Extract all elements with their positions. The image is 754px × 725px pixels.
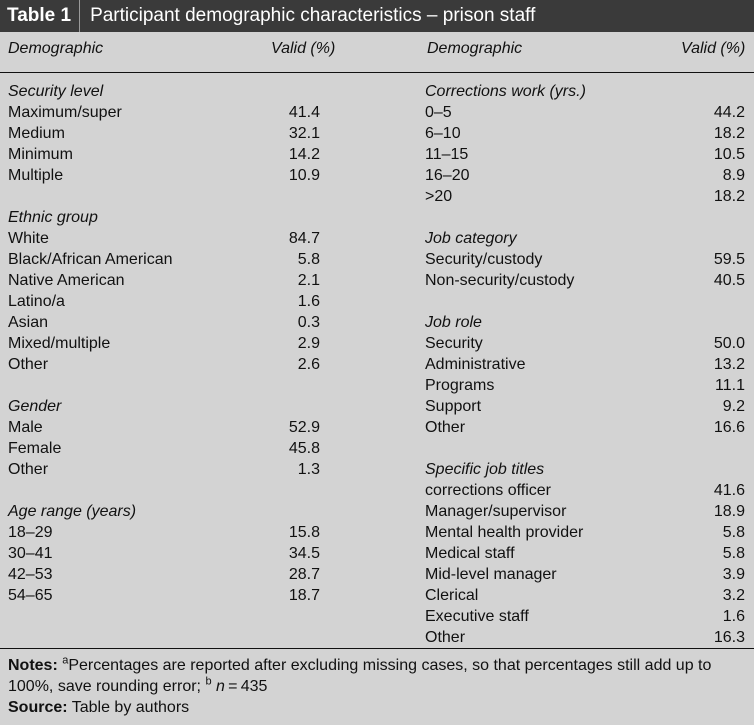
table-row	[8, 417, 320, 438]
notes-label: Notes:	[8, 657, 58, 674]
row-value: 2.1	[297, 272, 320, 289]
left-valid-header: Valid (%)	[271, 40, 336, 57]
section-heading: Job category	[425, 230, 517, 247]
row-label: 30–41	[8, 545, 53, 562]
row-label: 42–53	[8, 566, 53, 583]
row-label: Multiple	[8, 167, 64, 184]
spacer-row	[425, 438, 745, 459]
table-row	[8, 585, 320, 606]
table-row	[425, 354, 745, 375]
row-label: Other	[425, 419, 466, 436]
row-value: 45.8	[288, 440, 320, 457]
table-title-bar	[0, 0, 754, 32]
row-value: 10.5	[713, 146, 745, 163]
table-row	[425, 165, 745, 186]
row-label: Mental health provider	[425, 524, 584, 541]
row-label: Mixed/multiple	[8, 335, 111, 352]
section-heading-row	[8, 396, 320, 417]
row-value: 28.7	[288, 566, 320, 583]
row-label: 6–10	[425, 125, 461, 142]
section-heading-row	[425, 459, 745, 480]
section-heading: Ethnic group	[8, 209, 98, 226]
table-title: Participant demographic characteristics – prison staff	[90, 5, 536, 26]
table-row	[425, 522, 745, 543]
table-row	[425, 606, 745, 627]
note-b-text: = 435	[224, 678, 268, 695]
row-value: 9.2	[722, 398, 745, 415]
section-heading-row	[8, 207, 320, 228]
header-rule	[0, 72, 754, 73]
row-value: 40.5	[713, 272, 745, 289]
table-row	[8, 522, 320, 543]
table-row	[8, 123, 320, 144]
row-value: 13.2	[713, 356, 745, 373]
row-label: Latino/a	[8, 293, 65, 310]
row-value: 5.8	[722, 545, 745, 562]
row-value: 14.2	[288, 146, 320, 163]
table-row	[425, 249, 745, 270]
notes-line	[8, 655, 748, 697]
row-label: Executive staff	[425, 608, 529, 625]
row-value: 1.6	[722, 608, 745, 625]
row-value: 32.1	[288, 125, 320, 142]
table-row	[8, 165, 320, 186]
row-value: 8.9	[722, 167, 745, 184]
row-value: 5.8	[297, 251, 320, 268]
row-value: 18.2	[713, 188, 745, 205]
row-value: 16.6	[713, 419, 745, 436]
row-value: 52.9	[288, 419, 320, 436]
table-row	[8, 228, 320, 249]
row-label: Asian	[8, 314, 49, 331]
note-b-marker: b	[205, 675, 212, 688]
section-heading-row	[425, 312, 745, 333]
row-label: Security	[425, 335, 483, 352]
table-row	[8, 312, 320, 333]
table-row	[8, 102, 320, 123]
row-label: Other	[8, 356, 49, 373]
row-label: 11–15	[425, 146, 469, 163]
section-heading-row	[425, 228, 745, 249]
table-row	[8, 270, 320, 291]
row-label: Native American	[8, 272, 125, 289]
row-label: corrections officer	[425, 482, 551, 499]
section-heading: Age range (years)	[8, 503, 137, 520]
row-value: 16.3	[713, 629, 745, 646]
table-row	[425, 585, 745, 606]
spacer-row	[425, 291, 745, 312]
section-heading-row	[8, 81, 320, 102]
spacer-row	[8, 480, 320, 501]
row-value: 59.5	[713, 251, 745, 268]
row-value: 44.2	[713, 104, 745, 121]
table-row	[8, 438, 320, 459]
row-value: 11.1	[715, 377, 745, 394]
row-value: 41.6	[713, 482, 745, 499]
table-row	[8, 543, 320, 564]
row-label: Programs	[425, 377, 495, 394]
table-row	[425, 123, 745, 144]
table-row	[425, 627, 745, 648]
table-row	[425, 564, 745, 585]
row-label: Male	[8, 419, 43, 436]
row-label: Manager/supervisor	[425, 503, 567, 520]
row-label: White	[8, 230, 49, 247]
row-label: 16–20	[425, 167, 470, 184]
row-label: Administrative	[425, 356, 526, 373]
section-heading: Gender	[8, 398, 62, 415]
row-label: Maximum/super	[8, 104, 122, 121]
row-label: Mid-level manager	[425, 566, 557, 583]
source-line	[8, 697, 748, 718]
row-value: 0.3	[297, 314, 320, 331]
table-row	[425, 102, 745, 123]
row-value: 10.9	[288, 167, 320, 184]
table-row	[425, 480, 745, 501]
row-value: 3.9	[722, 566, 745, 583]
row-label: Medical staff	[425, 545, 515, 562]
right-demographic-header: Demographic	[427, 40, 523, 57]
row-value: 2.6	[297, 356, 320, 373]
table-row	[425, 417, 745, 438]
footer-rule	[0, 648, 754, 649]
note-a-text: Percentages are reported after excluding missing cases, so that percentages still add up to 100%, save rounding error;	[8, 657, 712, 695]
table-row	[425, 543, 745, 564]
note-a-marker: a	[62, 654, 69, 667]
section-heading-row	[8, 501, 320, 522]
row-label: 54–65	[8, 587, 53, 604]
table-row	[8, 249, 320, 270]
row-label: Female	[8, 440, 62, 457]
table-row	[425, 186, 745, 207]
row-value: 15.8	[288, 524, 320, 541]
row-value: 3.2	[722, 587, 745, 604]
row-value: 18.7	[288, 587, 320, 604]
row-value: 41.4	[288, 104, 320, 121]
row-value: 2.9	[297, 335, 320, 352]
table-row	[8, 564, 320, 585]
row-value: 18.9	[713, 503, 745, 520]
row-value: 84.7	[288, 230, 320, 247]
row-label: Medium	[8, 125, 65, 142]
section-heading: Security level	[8, 83, 104, 100]
row-label: 0–5	[425, 104, 452, 121]
section-heading: Job role	[425, 314, 482, 331]
table-row	[8, 291, 320, 312]
table-row	[8, 144, 320, 165]
row-value: 1.3	[297, 461, 320, 478]
row-value: 5.8	[722, 524, 745, 541]
row-value: 18.2	[713, 125, 745, 142]
table-row	[425, 270, 745, 291]
table-row	[425, 333, 745, 354]
title-divider	[79, 0, 80, 32]
row-value: 34.5	[288, 545, 320, 562]
table-notes	[8, 655, 748, 718]
table-row	[425, 375, 745, 396]
row-label: Support	[425, 398, 482, 415]
right-valid-header: Valid (%)	[681, 40, 746, 57]
row-label: Other	[425, 629, 466, 646]
table-row	[8, 459, 320, 480]
row-label: Minimum	[8, 146, 73, 163]
table-row	[425, 144, 745, 165]
row-label: Non-security/custody	[425, 272, 575, 289]
row-label: Clerical	[425, 587, 479, 604]
row-label: >20	[425, 188, 453, 205]
row-value: 50.0	[713, 335, 745, 352]
row-label: Other	[8, 461, 49, 478]
table-row	[8, 333, 320, 354]
source-label: Source:	[8, 699, 68, 716]
table-row	[425, 501, 745, 522]
table-number: Table 1	[7, 5, 72, 26]
table-row	[8, 354, 320, 375]
left-demographic-header: Demographic	[8, 40, 104, 57]
row-value: 1.6	[297, 293, 320, 310]
row-label: Black/African American	[8, 251, 173, 268]
table-row	[425, 396, 745, 417]
section-heading: Corrections work (yrs.)	[425, 83, 586, 100]
section-heading-row	[425, 81, 745, 102]
row-label: 18–29	[8, 524, 53, 541]
source-text: Table by authors	[71, 699, 190, 716]
spacer-row	[8, 375, 320, 396]
row-label: Security/custody	[425, 251, 543, 268]
spacer-row	[425, 207, 745, 228]
note-b-variable: n	[216, 678, 225, 695]
section-heading: Specific job titles	[425, 461, 545, 478]
spacer-row	[8, 186, 320, 207]
